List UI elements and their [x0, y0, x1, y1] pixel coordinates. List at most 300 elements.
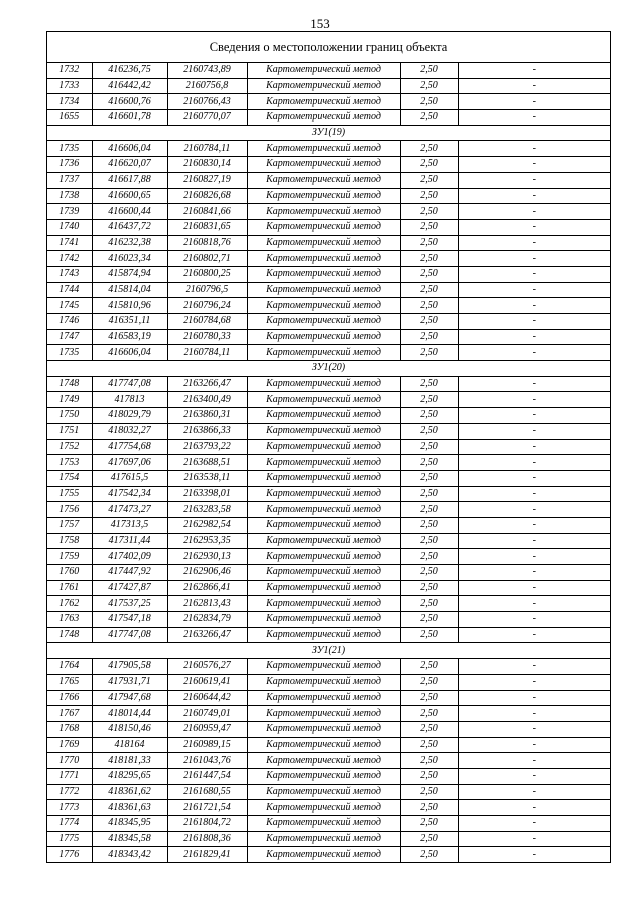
- accuracy-cell: 2,50: [400, 423, 458, 439]
- note-cell: -: [458, 847, 610, 863]
- accuracy-cell: 2,50: [400, 235, 458, 251]
- sheet-title: Сведения о местоположении границ объекта: [47, 32, 610, 63]
- coord-x-cell: 416600,44: [92, 204, 167, 220]
- coord-x-cell: 416437,72: [92, 219, 167, 235]
- point-number-cell: 1749: [47, 392, 92, 408]
- point-number-cell: 1769: [47, 737, 92, 753]
- table-row: [47, 204, 610, 220]
- coord-y-cell: 2160784,11: [167, 141, 247, 157]
- method-cell: Картометрический метод: [247, 659, 400, 675]
- table-row: [47, 674, 610, 690]
- method-cell: Картометрический метод: [247, 470, 400, 486]
- accuracy-cell: 2,50: [400, 376, 458, 392]
- note-cell: -: [458, 423, 610, 439]
- point-number-cell: 1744: [47, 282, 92, 298]
- point-number-cell: 1743: [47, 266, 92, 282]
- method-cell: Картометрический метод: [247, 612, 400, 628]
- coord-x-cell: 418150,46: [92, 721, 167, 737]
- accuracy-cell: 2,50: [400, 502, 458, 518]
- note-cell: -: [458, 627, 610, 643]
- table-row: [47, 219, 610, 235]
- method-cell: Картометрический метод: [247, 376, 400, 392]
- table-row: [47, 329, 610, 345]
- method-cell: Картометрический метод: [247, 627, 400, 643]
- point-number-cell: 1745: [47, 298, 92, 314]
- coord-x-cell: 417905,58: [92, 659, 167, 675]
- coord-x-cell: 415874,94: [92, 266, 167, 282]
- accuracy-cell: 2,50: [400, 737, 458, 753]
- coord-y-cell: 2160784,68: [167, 314, 247, 330]
- table-row: [47, 706, 610, 722]
- coord-y-cell: 2161804,72: [167, 816, 247, 832]
- point-number-cell: 1766: [47, 690, 92, 706]
- coord-x-cell: 416606,04: [92, 141, 167, 157]
- method-cell: Картометрический метод: [247, 753, 400, 769]
- coord-x-cell: 416601,78: [92, 110, 167, 126]
- method-cell: Картометрический метод: [247, 392, 400, 408]
- note-cell: -: [458, 596, 610, 612]
- coord-y-cell: 2161043,76: [167, 753, 247, 769]
- note-cell: -: [458, 94, 610, 110]
- table-row: [47, 345, 610, 361]
- accuracy-cell: 2,50: [400, 784, 458, 800]
- table-row: [47, 659, 610, 675]
- method-cell: Картометрический метод: [247, 78, 400, 94]
- coord-y-cell: 2160959,47: [167, 721, 247, 737]
- coord-x-cell: 417537,25: [92, 596, 167, 612]
- coord-x-cell: 417542,34: [92, 486, 167, 502]
- coord-y-cell: 2163400,49: [167, 392, 247, 408]
- method-cell: Картометрический метод: [247, 219, 400, 235]
- coord-x-cell: 418345,95: [92, 816, 167, 832]
- note-cell: -: [458, 392, 610, 408]
- coord-y-cell: 2163538,11: [167, 470, 247, 486]
- coord-y-cell: 2162866,41: [167, 580, 247, 596]
- table-row: [47, 141, 610, 157]
- accuracy-cell: 2,50: [400, 470, 458, 486]
- coord-y-cell: 2163283,58: [167, 502, 247, 518]
- accuracy-cell: 2,50: [400, 392, 458, 408]
- coord-y-cell: 2162953,35: [167, 533, 247, 549]
- note-cell: -: [458, 110, 610, 126]
- note-cell: -: [458, 251, 610, 267]
- table-row: [47, 439, 610, 455]
- note-cell: -: [458, 63, 610, 78]
- coord-y-cell: 2163860,31: [167, 408, 247, 424]
- method-cell: Картометрический метод: [247, 423, 400, 439]
- method-cell: Картометрический метод: [247, 188, 400, 204]
- accuracy-cell: 2,50: [400, 94, 458, 110]
- accuracy-cell: 2,50: [400, 627, 458, 643]
- table-row: [47, 376, 610, 392]
- method-cell: Картометрический метод: [247, 204, 400, 220]
- table-row: [47, 580, 610, 596]
- method-cell: Картометрический метод: [247, 251, 400, 267]
- accuracy-cell: 2,50: [400, 549, 458, 565]
- point-number-cell: 1742: [47, 251, 92, 267]
- accuracy-cell: 2,50: [400, 690, 458, 706]
- accuracy-cell: 2,50: [400, 565, 458, 581]
- note-cell: -: [458, 659, 610, 675]
- point-number-cell: 1733: [47, 78, 92, 94]
- coord-x-cell: 417931,71: [92, 674, 167, 690]
- accuracy-cell: 2,50: [400, 298, 458, 314]
- note-cell: -: [458, 439, 610, 455]
- accuracy-cell: 2,50: [400, 486, 458, 502]
- point-number-cell: 1752: [47, 439, 92, 455]
- note-cell: -: [458, 831, 610, 847]
- table-row: [47, 235, 610, 251]
- coordinates-table: [47, 63, 610, 863]
- point-number-cell: 1739: [47, 204, 92, 220]
- method-cell: Картометрический метод: [247, 455, 400, 471]
- accuracy-cell: 2,50: [400, 580, 458, 596]
- method-cell: Картометрический метод: [247, 408, 400, 424]
- accuracy-cell: 2,50: [400, 408, 458, 424]
- method-cell: Картометрический метод: [247, 768, 400, 784]
- coord-x-cell: 416620,07: [92, 157, 167, 173]
- point-number-cell: 1755: [47, 486, 92, 502]
- point-number-cell: 1748: [47, 627, 92, 643]
- accuracy-cell: 2,50: [400, 816, 458, 832]
- coord-x-cell: 417311,44: [92, 533, 167, 549]
- coord-y-cell: 2160826,68: [167, 188, 247, 204]
- point-number-cell: 1758: [47, 533, 92, 549]
- coord-y-cell: 2160796,5: [167, 282, 247, 298]
- coord-y-cell: 2160766,43: [167, 94, 247, 110]
- note-cell: -: [458, 502, 610, 518]
- point-number-cell: 1774: [47, 816, 92, 832]
- note-cell: -: [458, 204, 610, 220]
- coord-y-cell: 2160818,76: [167, 235, 247, 251]
- point-number-cell: 1738: [47, 188, 92, 204]
- table-row: [47, 314, 610, 330]
- point-number-cell: 1741: [47, 235, 92, 251]
- coord-x-cell: 417747,08: [92, 376, 167, 392]
- method-cell: Картометрический метод: [247, 816, 400, 832]
- note-cell: -: [458, 706, 610, 722]
- method-cell: Картометрический метод: [247, 94, 400, 110]
- point-number-cell: 1754: [47, 470, 92, 486]
- accuracy-cell: 2,50: [400, 219, 458, 235]
- method-cell: Картометрический метод: [247, 157, 400, 173]
- coord-x-cell: 417697,06: [92, 455, 167, 471]
- note-cell: -: [458, 455, 610, 471]
- accuracy-cell: 2,50: [400, 282, 458, 298]
- method-cell: Картометрический метод: [247, 737, 400, 753]
- table-row: [47, 298, 610, 314]
- accuracy-cell: 2,50: [400, 612, 458, 628]
- table-row: [47, 831, 610, 847]
- table-row: [47, 110, 610, 126]
- coord-x-cell: 417615,5: [92, 470, 167, 486]
- point-number-cell: 1762: [47, 596, 92, 612]
- accuracy-cell: 2,50: [400, 251, 458, 267]
- table-row: [47, 157, 610, 173]
- note-cell: -: [458, 768, 610, 784]
- coord-y-cell: 2161808,36: [167, 831, 247, 847]
- note-cell: -: [458, 533, 610, 549]
- table-row: [47, 266, 610, 282]
- point-number-cell: 1737: [47, 172, 92, 188]
- table-row: [47, 549, 610, 565]
- accuracy-cell: 2,50: [400, 659, 458, 675]
- point-number-cell: 1765: [47, 674, 92, 690]
- point-number-cell: 1740: [47, 219, 92, 235]
- accuracy-cell: 2,50: [400, 329, 458, 345]
- accuracy-cell: 2,50: [400, 455, 458, 471]
- method-cell: Картометрический метод: [247, 674, 400, 690]
- coord-x-cell: 416351,11: [92, 314, 167, 330]
- note-cell: -: [458, 816, 610, 832]
- point-number-cell: 1751: [47, 423, 92, 439]
- coord-y-cell: 2162930,13: [167, 549, 247, 565]
- table-row: [47, 502, 610, 518]
- table-row: [47, 690, 610, 706]
- point-number-cell: 1748: [47, 376, 92, 392]
- method-cell: Картометрический метод: [247, 172, 400, 188]
- coord-y-cell: 2162982,54: [167, 517, 247, 533]
- point-number-cell: 1770: [47, 753, 92, 769]
- coord-y-cell: 2161829,41: [167, 847, 247, 863]
- table-row: [47, 627, 610, 643]
- coord-y-cell: 2160780,33: [167, 329, 247, 345]
- coord-y-cell: 2163688,51: [167, 455, 247, 471]
- coord-x-cell: 415810,96: [92, 298, 167, 314]
- note-cell: -: [458, 690, 610, 706]
- coord-y-cell: 2160841,66: [167, 204, 247, 220]
- coord-x-cell: 417402,09: [92, 549, 167, 565]
- method-cell: Картометрический метод: [247, 439, 400, 455]
- coord-x-cell: 418014,44: [92, 706, 167, 722]
- coord-y-cell: 2161680,55: [167, 784, 247, 800]
- accuracy-cell: 2,50: [400, 800, 458, 816]
- method-cell: Картометрический метод: [247, 298, 400, 314]
- coord-x-cell: 418032,27: [92, 423, 167, 439]
- note-cell: -: [458, 376, 610, 392]
- coord-x-cell: 418361,62: [92, 784, 167, 800]
- coord-y-cell: 2162906,46: [167, 565, 247, 581]
- table-row: [47, 172, 610, 188]
- table-row: [47, 486, 610, 502]
- method-cell: Картометрический метод: [247, 706, 400, 722]
- table-row: [47, 94, 610, 110]
- accuracy-cell: 2,50: [400, 768, 458, 784]
- coord-y-cell: 2160831,65: [167, 219, 247, 235]
- method-cell: Картометрический метод: [247, 533, 400, 549]
- point-number-cell: 1763: [47, 612, 92, 628]
- coord-y-cell: 2163793,22: [167, 439, 247, 455]
- table-row: [47, 721, 610, 737]
- point-number-cell: 1775: [47, 831, 92, 847]
- method-cell: Картометрический метод: [247, 329, 400, 345]
- note-cell: -: [458, 78, 610, 94]
- table-row: [47, 768, 610, 784]
- coord-y-cell: 2161721,54: [167, 800, 247, 816]
- table-row: [47, 455, 610, 471]
- coord-y-cell: 2160827,19: [167, 172, 247, 188]
- coord-x-cell: 418343,42: [92, 847, 167, 863]
- table-row: [47, 188, 610, 204]
- note-cell: -: [458, 141, 610, 157]
- method-cell: Картометрический метод: [247, 63, 400, 78]
- table-row: [47, 470, 610, 486]
- coord-x-cell: 418361,63: [92, 800, 167, 816]
- coord-y-cell: 2160800,25: [167, 266, 247, 282]
- table-row: [47, 565, 610, 581]
- section-row: [47, 361, 610, 377]
- accuracy-cell: 2,50: [400, 439, 458, 455]
- note-cell: -: [458, 721, 610, 737]
- coord-y-cell: 2160756,8: [167, 78, 247, 94]
- coord-x-cell: 418181,33: [92, 753, 167, 769]
- coordinates-table-body: [47, 63, 610, 863]
- note-cell: -: [458, 219, 610, 235]
- point-number-cell: 1735: [47, 345, 92, 361]
- coord-y-cell: 2163866,33: [167, 423, 247, 439]
- method-cell: Картометрический метод: [247, 831, 400, 847]
- table-row: [47, 784, 610, 800]
- accuracy-cell: 2,50: [400, 141, 458, 157]
- note-cell: -: [458, 737, 610, 753]
- method-cell: Картометрический метод: [247, 517, 400, 533]
- note-cell: -: [458, 486, 610, 502]
- coord-x-cell: 418345,58: [92, 831, 167, 847]
- note-cell: -: [458, 470, 610, 486]
- accuracy-cell: 2,50: [400, 706, 458, 722]
- note-cell: -: [458, 282, 610, 298]
- method-cell: Картометрический метод: [247, 314, 400, 330]
- point-number-cell: 1655: [47, 110, 92, 126]
- table-row: [47, 612, 610, 628]
- coord-y-cell: 2160743,89: [167, 63, 247, 78]
- method-cell: Картометрический метод: [247, 502, 400, 518]
- accuracy-cell: 2,50: [400, 517, 458, 533]
- point-number-cell: 1773: [47, 800, 92, 816]
- table-row: [47, 737, 610, 753]
- method-cell: Картометрический метод: [247, 580, 400, 596]
- table-row: [47, 533, 610, 549]
- accuracy-cell: 2,50: [400, 63, 458, 78]
- coord-y-cell: 2162813,43: [167, 596, 247, 612]
- table-row: [47, 423, 610, 439]
- coord-x-cell: 417473,27: [92, 502, 167, 518]
- note-cell: -: [458, 314, 610, 330]
- coord-y-cell: 2160644,42: [167, 690, 247, 706]
- method-cell: Картометрический метод: [247, 565, 400, 581]
- method-cell: Картометрический метод: [247, 282, 400, 298]
- note-cell: -: [458, 345, 610, 361]
- table-row: [47, 78, 610, 94]
- coord-y-cell: 2160802,71: [167, 251, 247, 267]
- point-number-cell: 1753: [47, 455, 92, 471]
- table-row: [47, 63, 610, 78]
- point-number-cell: 1734: [47, 94, 92, 110]
- coord-y-cell: 2163398,01: [167, 486, 247, 502]
- table-row: [47, 753, 610, 769]
- coord-x-cell: 416232,38: [92, 235, 167, 251]
- table-row: [47, 800, 610, 816]
- method-cell: Картометрический метод: [247, 345, 400, 361]
- accuracy-cell: 2,50: [400, 596, 458, 612]
- section-row: [47, 125, 610, 141]
- coord-y-cell: 2160770,07: [167, 110, 247, 126]
- accuracy-cell: 2,50: [400, 721, 458, 737]
- coord-y-cell: 2163266,47: [167, 627, 247, 643]
- section-label: ЗУ1(20): [47, 361, 610, 377]
- note-cell: -: [458, 674, 610, 690]
- point-number-cell: 1767: [47, 706, 92, 722]
- method-cell: Картометрический метод: [247, 784, 400, 800]
- point-number-cell: 1761: [47, 580, 92, 596]
- point-number-cell: 1764: [47, 659, 92, 675]
- coord-x-cell: 418164: [92, 737, 167, 753]
- coord-y-cell: 2160749,01: [167, 706, 247, 722]
- point-number-cell: 1771: [47, 768, 92, 784]
- accuracy-cell: 2,50: [400, 266, 458, 282]
- coord-y-cell: 2160830,14: [167, 157, 247, 173]
- coord-x-cell: 417547,18: [92, 612, 167, 628]
- coord-y-cell: 2160796,24: [167, 298, 247, 314]
- coord-x-cell: 416442,42: [92, 78, 167, 94]
- table-row: [47, 847, 610, 863]
- point-number-cell: 1732: [47, 63, 92, 78]
- coord-x-cell: 418295,65: [92, 768, 167, 784]
- note-cell: -: [458, 612, 610, 628]
- method-cell: Картометрический метод: [247, 110, 400, 126]
- accuracy-cell: 2,50: [400, 831, 458, 847]
- point-number-cell: 1747: [47, 329, 92, 345]
- method-cell: Картометрический метод: [247, 721, 400, 737]
- coord-x-cell: 417313,5: [92, 517, 167, 533]
- coord-y-cell: 2163266,47: [167, 376, 247, 392]
- point-number-cell: 1757: [47, 517, 92, 533]
- coord-x-cell: 417754,68: [92, 439, 167, 455]
- point-number-cell: 1772: [47, 784, 92, 800]
- coord-y-cell: 2160784,11: [167, 345, 247, 361]
- point-number-cell: 1746: [47, 314, 92, 330]
- point-number-cell: 1768: [47, 721, 92, 737]
- accuracy-cell: 2,50: [400, 78, 458, 94]
- note-cell: -: [458, 266, 610, 282]
- coord-x-cell: 416600,76: [92, 94, 167, 110]
- accuracy-cell: 2,50: [400, 157, 458, 173]
- accuracy-cell: 2,50: [400, 314, 458, 330]
- note-cell: -: [458, 517, 610, 533]
- accuracy-cell: 2,50: [400, 204, 458, 220]
- note-cell: -: [458, 298, 610, 314]
- note-cell: -: [458, 800, 610, 816]
- table-row: [47, 251, 610, 267]
- accuracy-cell: 2,50: [400, 674, 458, 690]
- coord-y-cell: 2161447,54: [167, 768, 247, 784]
- note-cell: -: [458, 157, 610, 173]
- accuracy-cell: 2,50: [400, 172, 458, 188]
- point-number-cell: 1735: [47, 141, 92, 157]
- coord-x-cell: 416023,34: [92, 251, 167, 267]
- coord-x-cell: 417447,92: [92, 565, 167, 581]
- table-row: [47, 517, 610, 533]
- note-cell: -: [458, 565, 610, 581]
- boundary-sheet: [46, 31, 611, 863]
- coord-x-cell: 416600,65: [92, 188, 167, 204]
- method-cell: Картометрический метод: [247, 596, 400, 612]
- note-cell: -: [458, 408, 610, 424]
- method-cell: Картометрический метод: [247, 141, 400, 157]
- coord-x-cell: 417813: [92, 392, 167, 408]
- section-label: ЗУ1(19): [47, 125, 610, 141]
- coord-x-cell: 416236,75: [92, 63, 167, 78]
